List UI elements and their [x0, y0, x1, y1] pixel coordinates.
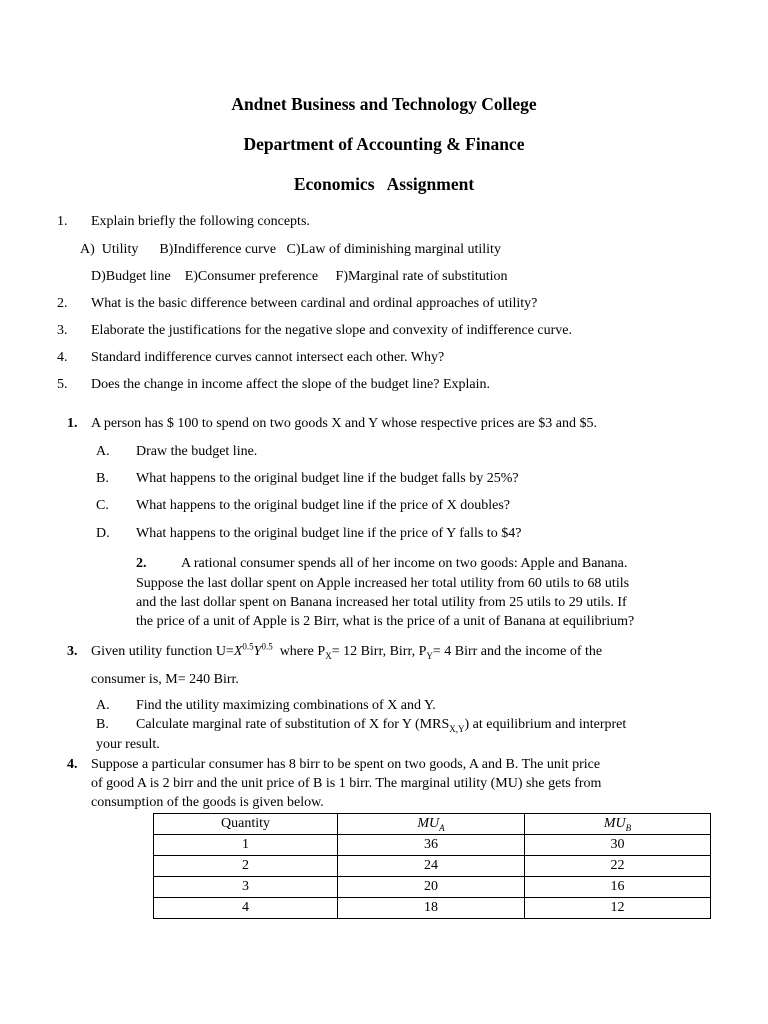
- department-title: Department of Accounting & Finance: [243, 134, 525, 154]
- p4-line-2: of good A is 2 birr and the unit price of B is 1 birr. The marginal utility (MU) she gets from: [91, 776, 602, 791]
- p1-item-d-letter: D.: [96, 526, 110, 541]
- table-row: [154, 898, 711, 919]
- cell-quantity: 3: [154, 877, 338, 898]
- p1-item-c-letter: C.: [96, 498, 109, 513]
- p3-lead: Given utility function U=: [91, 644, 234, 659]
- p3-item-a-text: Find the utility maximizing combinations of X and Y.: [136, 698, 436, 713]
- table-row: [154, 856, 711, 877]
- p3-item-b-after: ) at equilibrium and interpret: [464, 717, 627, 732]
- header-mu-a: $MU_A$: [338, 814, 525, 835]
- p1-item-a-text: Draw the budget line.: [136, 444, 258, 459]
- cell-mu-b: 22: [525, 856, 711, 877]
- p4-line-1: Suppose a particular consumer has 8 birr to be spent on two goods, A and B. The unit price: [91, 757, 601, 772]
- table-header-row: [154, 814, 711, 835]
- p1-item-b-text: What happens to the original budget line if the budget falls by 25%?: [136, 471, 519, 486]
- cell-quantity: 1: [154, 835, 338, 856]
- exponent-x: 0.5: [242, 641, 254, 652]
- header-mu-b: $MU_B$: [525, 814, 711, 835]
- marginal-utility-table: [153, 813, 711, 919]
- p3-item-b-before: Calculate marginal rate of substitution of X for Y (MRS: [136, 717, 450, 732]
- variable-x: X: [233, 644, 243, 659]
- table-row: [154, 835, 711, 856]
- p1-item-d-text: What happens to the original budget line if the price of Y falls to $4?: [136, 526, 522, 541]
- p3-item-b-letter: B.: [96, 717, 109, 732]
- cell-quantity: 4: [154, 898, 338, 919]
- p1-item-b-letter: B.: [96, 471, 109, 486]
- cell-mu-a: 18: [338, 898, 525, 919]
- college-title: Andnet Business and Technology College: [231, 94, 537, 114]
- p1-item-c-text: What happens to the original budget line if the price of X doubles?: [136, 498, 511, 513]
- q5-number: 5.: [57, 377, 68, 392]
- p1-item-a-letter: A.: [96, 444, 110, 459]
- cell-mu-b: 12: [525, 898, 711, 919]
- exponent-y: 0.5: [261, 641, 273, 652]
- concepts-row-2: D)Budget line E)Consumer preference F)Marginal rate of substitution: [91, 269, 508, 284]
- p4-line-3: consumption of the goods is given below.: [91, 795, 324, 810]
- p3-number: 3.: [67, 644, 78, 659]
- p3-where: where P: [279, 644, 326, 659]
- variable-y: Y: [253, 644, 262, 659]
- p2-line-2: Suppose the last dollar spent on Apple increased her total utility from 60 utils to 68 utils: [136, 576, 630, 591]
- header-quantity: Quantity: [154, 814, 338, 835]
- q2-text: What is the basic difference between cardinal and ordinal approaches of utility?: [91, 296, 538, 311]
- q1-number: 1.: [57, 214, 68, 229]
- p3-px-value: = 12 Birr, Birr, P: [331, 644, 427, 659]
- p4-number: 4.: [67, 757, 78, 772]
- p1-text: A person has $ 100 to spend on two goods X and Y whose respective prices are $3 and $5.: [91, 416, 597, 431]
- cell-mu-a: 24: [338, 856, 525, 877]
- cell-mu-a: 20: [338, 877, 525, 898]
- assignment-title: Economics Assignment: [293, 174, 475, 194]
- p3-item-b-line-2: your result.: [96, 737, 160, 752]
- p3-line-2: consumer is, M= 240 Birr.: [91, 672, 239, 687]
- mrs-subscript: X,Y: [449, 723, 465, 734]
- px-subscript: X: [325, 650, 332, 661]
- q2-number: 2.: [57, 296, 68, 311]
- py-subscript: Y: [426, 650, 433, 661]
- cell-quantity: 2: [154, 856, 338, 877]
- p2-number: 2.: [136, 556, 147, 571]
- cell-mu-b: 16: [525, 877, 711, 898]
- p2-line-4: the price of a unit of Apple is 2 Birr, what is the price of a unit of Banana at equilibrium?: [136, 614, 635, 629]
- q4-text: Standard indifference curves cannot intersect each other. Why?: [91, 350, 445, 365]
- concepts-row-1: A) Utility B)Indifference curve C)Law of diminishing marginal utility: [80, 242, 501, 257]
- p3-py-value: = 4 Birr and the income of the: [432, 644, 603, 659]
- p3-item-b-text: [136, 717, 626, 733]
- cell-mu-b: 30: [525, 835, 711, 856]
- p3-line-1: [91, 641, 603, 661]
- q1-text: Explain briefly the following concepts.: [91, 214, 310, 229]
- q3-text: Elaborate the justifications for the negative slope and convexity of indifference curve.: [91, 323, 573, 338]
- p2-line-3: and the last dollar spent on Banana increased her total utility from 25 utils to 29 utils. If: [136, 595, 627, 610]
- p1-number: 1.: [67, 416, 78, 431]
- table-row: [154, 877, 711, 898]
- p3-item-a-letter: A.: [96, 698, 110, 713]
- q5-text: Does the change in income affect the slope of the budget line? Explain.: [91, 377, 490, 392]
- p2-line-1: A rational consumer spends all of her income on two goods: Apple and Banana.: [181, 556, 628, 571]
- q3-number: 3.: [57, 323, 68, 338]
- cell-mu-a: 36: [338, 835, 525, 856]
- q4-number: 4.: [57, 350, 68, 365]
